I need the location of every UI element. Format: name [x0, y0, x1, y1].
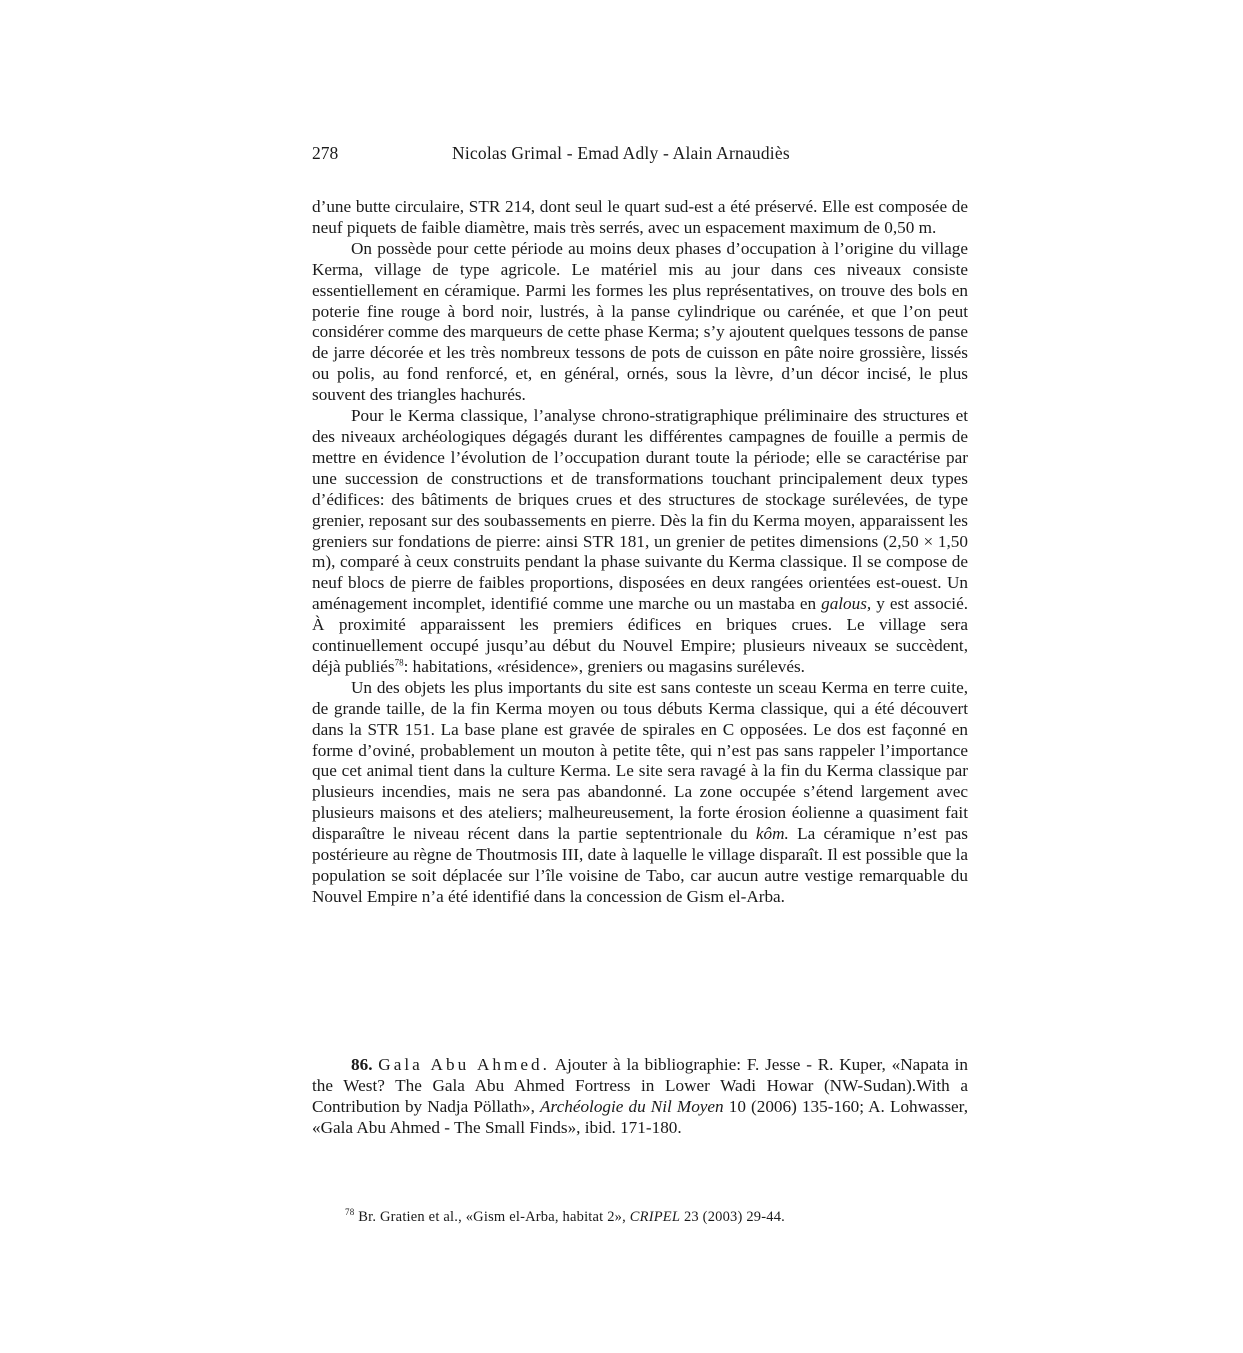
footnote-text-b: 23 (2003) 29-44.: [680, 1209, 786, 1225]
paragraph-4-italic-term: kôm.: [755, 824, 789, 844]
paragraph-3-text-c: : habitations, «résidence», greniers ou magasins surélevés.: [403, 656, 805, 676]
running-head: Nicolas Grimal - Emad Adly - Alain Arnaudiès: [452, 143, 790, 163]
entry-number: 86.: [351, 1055, 373, 1074]
entry-86: [312, 1055, 968, 1139]
paragraph-1: d’une butte circulaire, STR 214, dont seul le quart sud-est a été préservé. Elle est composée de neuf piquets de faible diamètre, mais très serrés, avec un espacement maximum de 0,50 m.: [312, 197, 968, 237]
paragraph-3-text-b: y est associé. À proximité apparaissent les premiers édifices en briques crues. Le village sera continuellement occupé jusqu’au début du Nouvel Empire; plusieurs niveaux se succèdent, déjà publiés: [312, 594, 968, 676]
footnote-marker: 78: [345, 1207, 355, 1218]
footnote-journal-title: CRIPEL: [629, 1209, 681, 1225]
paragraph-4: [312, 678, 968, 908]
footnote-text-a: Br. Gratien et al., «Gism el-Arba, habitat 2»,: [354, 1209, 630, 1225]
entry-text-b: 10 (2006) 135-160; A. Lohwasser, «Gala Abu Ahmed - The Small Finds», ibid. 171-180.: [312, 1096, 969, 1137]
paragraph-3-text-a: Pour le Kerma classique, l’analyse chrono-stratigraphique préliminaire des structures et des niveaux archéologiques dégagés durant les différentes campagnes de fouille a permis de mettre en évidence l’évolution de l’occupation durant toute la période; elle se caractérise par une succession de constructions et de transformations touchant principalement deux types d’édifices: des bâtiments de briques crues et des structures de stockage surélevées, de type grenier, reposant sur des soubassements en pierre. Dès la fin du Kerma moyen, apparaissent les greniers sur fondations de pierre: ainsi STR 181, un grenier de petites dimensions (2,50 × 1,50 m), comparé à ceux construits pendant la phase suivante du Kerma classique. Il se compose de neuf blocs de pierre de faibles proportions, disposées en deux rangées orientées est-ouest. Un aménagement incomplet, identifié comme une marche ou un mastaba en: [312, 406, 968, 614]
paragraph-3-italic-term: galous,: [821, 594, 872, 614]
entry-text-a: Ajouter à la bibliographie: F. Jesse - R. Kuper, «Napata in the West? The Gala Abu Ahmed Fortress in Lower Wadi Howar (NW-Sudan).With a Contribution by Nadja Pöllath»,: [312, 1055, 969, 1116]
paragraph-2: On possède pour cette période au moins deux phases d’occupation à l’origine du village Kerma, village de type agricole. Le matériel mis au jour dans ces niveaux consiste essentiellement en céramique. Parmi les formes les plus représentatives, on trouve des bols en poterie fine rouge à bord noir, lustrés, à la panse cylindrique ou carénée, et que l’on peut considérer comme des marqueurs de cette phase Kerma; s’y ajoutent quelques tessons de panse de jarre décorée et les très nombreux tessons de pots de cuisson en pâte noire grossière, lissés ou polis, au fond renforcé, et, en général, ornés, sous la lèvre, d’un décor incisé, le plus souvent des triangles hachurés.: [312, 238, 968, 405]
main-text: [312, 197, 968, 908]
entry-journal-title: Archéologie du Nil Moyen: [540, 1096, 724, 1116]
paragraph-3: [312, 406, 968, 678]
page-number: 278: [312, 143, 339, 163]
paragraph-4-text-b: La céramique n’est pas postérieure au règne de Thoutmosis III, date à laquelle le village disparaît. Il est possible que la population se soit déplacée sur l’île voisine de Tabo, car aucun autre vestige remarquable du Nouvel Empire n’a été identifié dans la concession de Gism el-Arba.: [312, 824, 968, 906]
entry-place-name: Gala Abu Ahmed.: [378, 1055, 550, 1074]
paragraph-4-text-a: Un des objets les plus importants du site est sans conteste un sceau Kerma en terre cuite, de grande taille, de la fin Kerma moyen ou tous débuts Kerma classique, qui a été découvert dans la STR 151. La base plane est gravée de spirales en C opposées. Le dos est façonné en forme d’oviné, probablement un mouton à petite tête, qui n’est pas sans rappeler l’importance que cet animal tient dans la culture Kerma. Le site sera ravagé à la fin du Kerma classique par plusieurs incendies, mais ne sera pas abandonné. La zone occupée s’étend largement avec plusieurs maisons et des ateliers; malheureusement, la forte érosion éolienne a quasiment fait disparaître le niveau récent dans la partie septentrionale du: [312, 677, 968, 844]
page-header: [312, 143, 968, 169]
footnote-78: [345, 1208, 785, 1226]
footnote-reference[interactable]: 78: [394, 657, 404, 668]
